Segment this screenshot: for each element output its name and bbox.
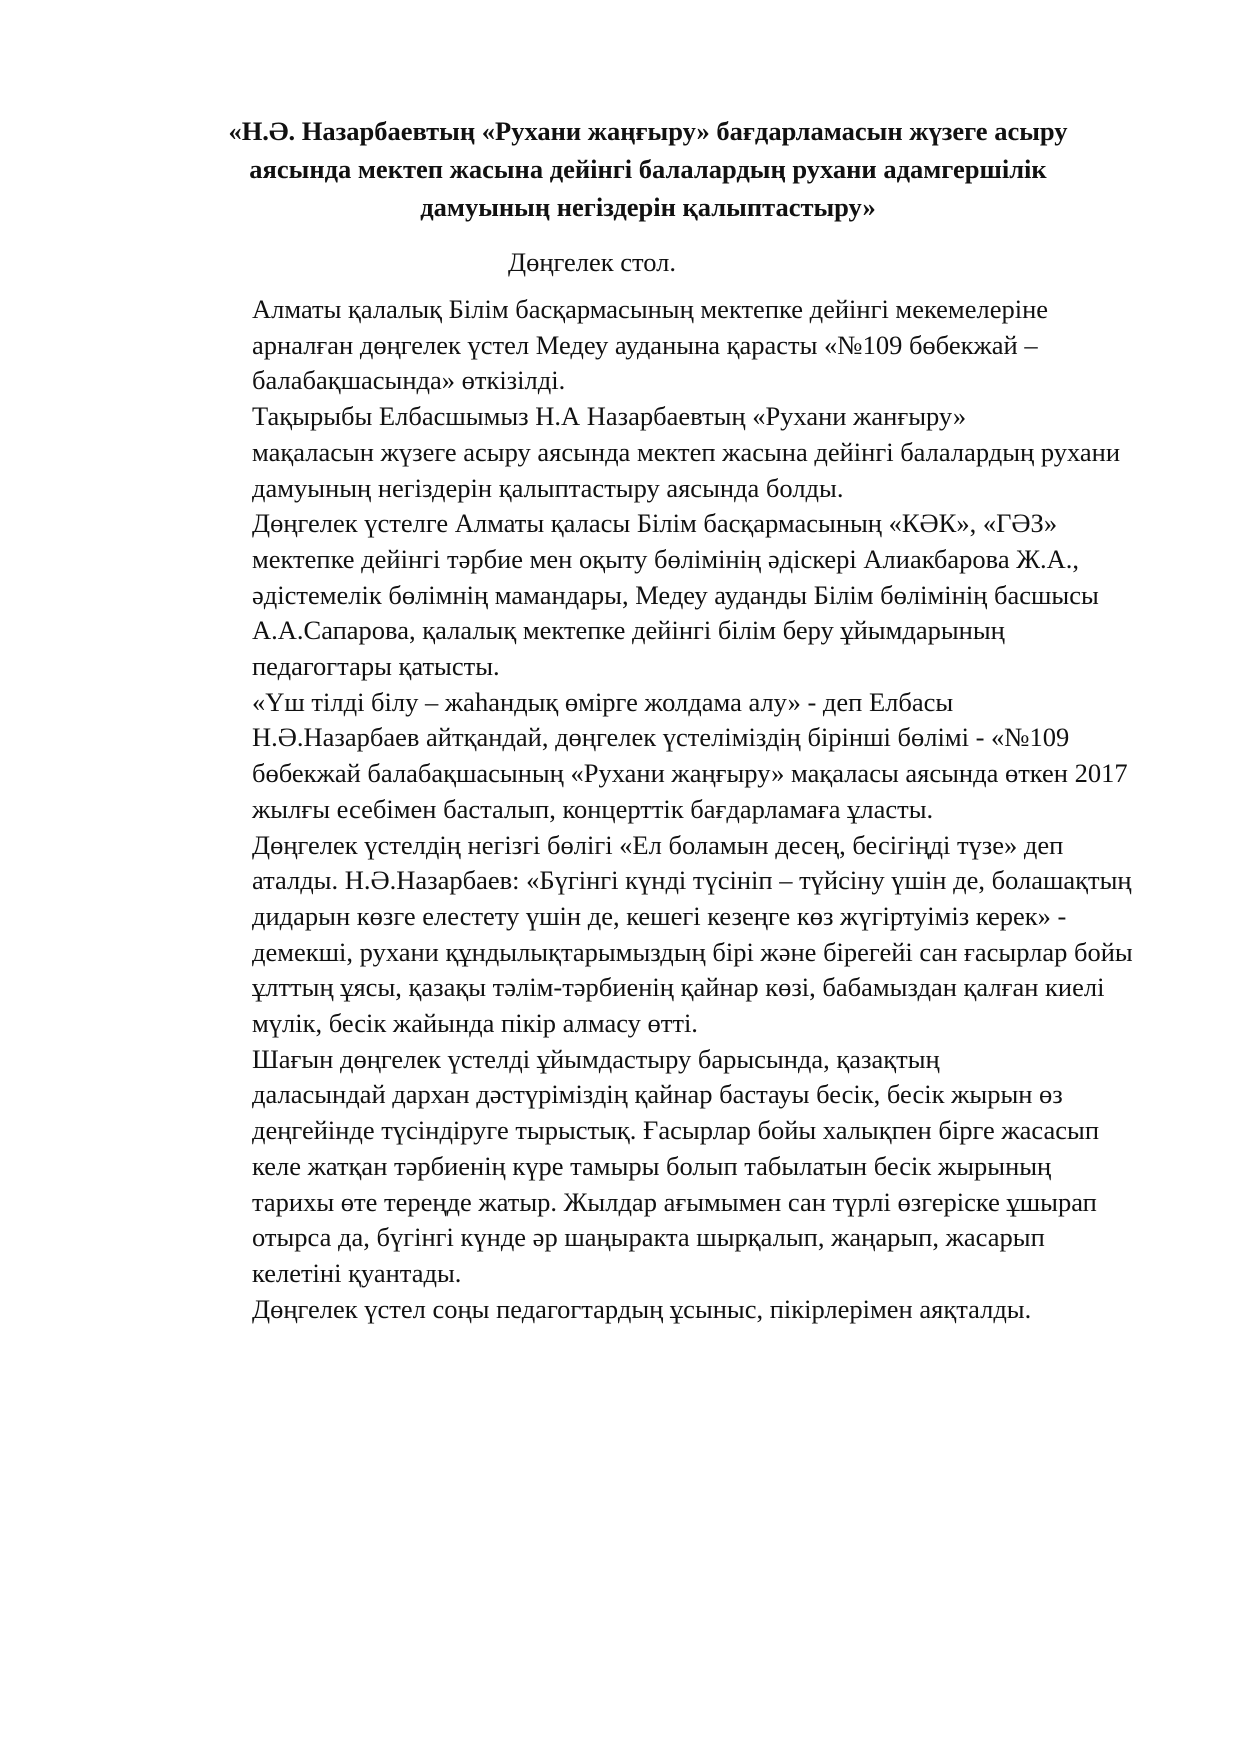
paragraph-line: әдістемелік бөлімнің мамандары, Медеу ауданды Білім бөлімінің басшысы <box>252 579 1099 610</box>
paragraph-main-part <box>176 828 1133 1042</box>
paragraph-line: даласындай дархан дәстүріміздің қайнар бастауы бесік, бесік жырын өз <box>252 1079 1063 1110</box>
paragraph-line: демекші, рухани құндылықтарымыздың бірі және бірегейі сан ғасырлар бойы <box>252 936 1133 967</box>
document-body <box>176 292 1133 1327</box>
paragraph-cradle-song <box>176 1042 1116 1292</box>
paragraph-line: келетіні қуантады. <box>252 1257 462 1288</box>
paragraph-line: аталды. Н.Ә.Назарбаев: «Бүгінгі күнді түсініп – түйсіну үшін де, болашақтың <box>252 865 1132 896</box>
paragraph-line: Тақырыбы Елбасшымыз Н.А Назарбаевтың «Рухани жанғыру» <box>252 401 967 432</box>
paragraph-conclusion <box>176 1292 1116 1328</box>
paragraph-venue <box>176 292 1116 399</box>
title-line: аясында мектеп жасына дейінгі балалардың рухани адамгершілік <box>249 154 1047 184</box>
paragraph-line: тарихы өте тереңде жатыр. Жылдар ағымымен сан түрлі өзгеріске ұшырап <box>252 1186 1097 1217</box>
paragraph-line: дамуының негіздерін қалыптастыру аясында болды. <box>252 472 844 503</box>
title-line: дамуының негіздерін қалыптастыру» <box>420 192 876 222</box>
paragraph-line: келе жатқан тәрбиенің күре тамыры болып табылатын бесік жырының <box>252 1150 1052 1181</box>
paragraph-line: отырса да, бүгінгі күнде әр шаңыракта шырқалып, жаңарып, жасарып <box>252 1222 1045 1253</box>
paragraph-first-part <box>176 685 1128 828</box>
paragraph-line: Дөңгелек үстелге Алматы қаласы Білім басқармасының «КӘК», «ГӘЗ» <box>252 508 1058 539</box>
paragraph-line: Н.Ә.Назарбаев айтқандай, дөңгелек үстеліміздің бірінші бөлімі - «№109 <box>252 722 1070 753</box>
paragraph-line: бөбекжай балабақшасының «Рухани жаңғыру» мақаласы аясында өткен 2017 <box>252 758 1128 789</box>
paragraph-line: ұлттың ұясы, қазақы тәлім-тәрбиенің қайнар көзі, бабамыздан қалған киелі <box>252 972 1105 1003</box>
paragraph-line: мақаласын жүзеге асыру аясында мектеп жасына дейінгі балалардың рухани <box>252 436 1121 467</box>
paragraph-line: мүлік, бесік жайында пікір алмасу өтті. <box>252 1008 698 1039</box>
paragraph-line: мектепке дейінгі тәрбие мен оқыту бөлімінің әдіскері Алиакбарова Ж.А., <box>252 543 1079 574</box>
document-subtitle: Дөңгелек стол. <box>508 247 677 277</box>
paragraph-line: «Үш тілді білу – жаһандық өмірге жолдама алу» - деп Елбасы <box>252 686 954 717</box>
paragraph-line: Дөңгелек үстелдің негізгі бөлігі «Ел боламын десең, бесігіңді түзе» деп <box>252 829 1064 860</box>
paragraph-participants <box>176 506 1116 685</box>
paragraph-line: Дөңгелек үстел соңы педагогтардың ұсыныс, пікірлерімен аяқталды. <box>252 1293 1032 1324</box>
title-line: «Н.Ә. Назарбаевтың «Рухани жаңғыру» бағдарламасын жүзеге асыру <box>228 116 1068 146</box>
paragraph-line: Алматы қалалық Білім басқармасының мектепке дейінгі мекемелеріне <box>252 294 1049 324</box>
paragraph-line: А.А.Сапарова, қалалық мектепке дейінгі білім беру ұйымдарының <box>252 615 1005 646</box>
paragraph-line: дидарын көзге елестету үшін де, кешегі кезеңге көз жүгіртуіміз керек» - <box>252 900 1067 931</box>
paragraph-line: арналған дөңгелек үстел Медеу ауданына қарасты «№109 бөбекжай – <box>252 329 1038 360</box>
paragraph-line: педагогтары қатысты. <box>252 651 500 682</box>
document-title <box>178 112 1118 226</box>
paragraph-topic <box>176 399 1121 506</box>
paragraph-line: Шағын дөңгелек үстелді ұйымдастыру барысында, қазақтың <box>252 1043 940 1074</box>
paragraph-line: жылғы есебімен басталып, концерттік бағдарламаға ұласты. <box>252 793 934 824</box>
paragraph-line: деңгейінде түсіндіруге тырыстық. Ғасырлар бойы халықпен бірге жасасып <box>252 1115 1100 1146</box>
paragraph-line: балабақшасында» өткізілді. <box>252 365 566 396</box>
